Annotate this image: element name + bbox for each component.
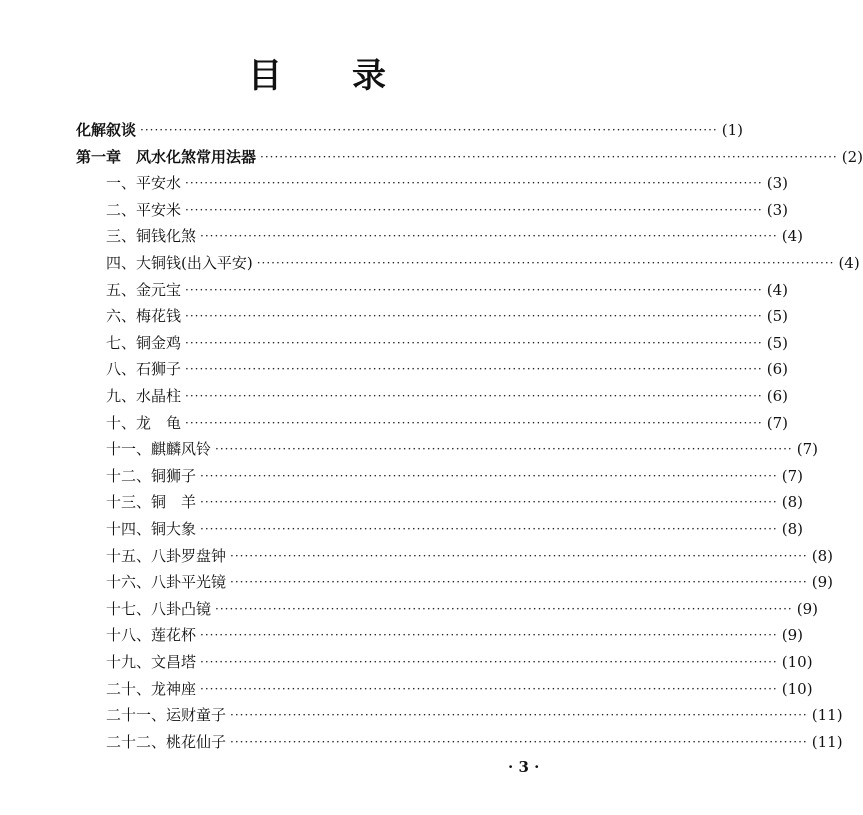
toc-leader-dots: ························································································································ (200, 681, 778, 696)
toc-entry-label: 九、水晶柱 (106, 387, 182, 405)
toc-entry (106, 305, 788, 327)
toc-leader-dots: ························································································································ (200, 522, 778, 536)
toc-entry-page: (5) (766, 333, 788, 352)
toc-entry-page: (4) (838, 254, 860, 272)
toc-entry-page: (2) (841, 147, 863, 166)
toc-entry-label: 十九、文昌塔 (106, 653, 197, 671)
toc-leader-dots: ························································································································ (185, 389, 763, 403)
toc-leader-dots: ························································································································ (230, 548, 808, 563)
toc-leader-dots: ························································································································ (215, 442, 793, 457)
toc-entry-label: 一、平安水 (106, 174, 182, 193)
toc-entry (106, 678, 813, 700)
toc-entry-page: (8) (781, 493, 803, 512)
toc-entry-page: (9) (811, 573, 833, 592)
toc-entry-page: (6) (766, 360, 788, 379)
toc-entry-label: 十、龙 龟 (106, 413, 182, 432)
toc-entry-label: 五、金元宝 (106, 280, 182, 299)
toc-entry (106, 225, 803, 247)
toc-entry (106, 731, 843, 753)
toc-entry (106, 358, 788, 380)
toc-entry-label: 十六、八卦平光镜 (106, 573, 227, 592)
toc-entry-label: 二十、龙神座 (106, 679, 197, 698)
toc-leader-dots: ························································································································ (185, 415, 763, 430)
title-char-2: 录 (352, 56, 386, 96)
toc-leader-dots: ························································································································ (200, 229, 778, 244)
toc-leader-dots: ························································································································ (185, 202, 763, 217)
toc-entry (106, 624, 803, 646)
toc-leader-dots: ························································································································ (185, 309, 763, 324)
toc-entry (106, 571, 833, 593)
toc-entry-label: 六、梅花钱 (106, 307, 182, 326)
toc-entry (106, 412, 788, 434)
toc-entry-page: (4) (781, 227, 803, 246)
title-char-1: 目 (248, 56, 282, 96)
toc-entry (106, 172, 788, 194)
toc-entry-label: 十七、八卦凸镜 (106, 599, 212, 618)
toc-entry-label: 第一章 风水化煞常用法器 (76, 147, 257, 166)
toc-entry-label: 化解叙谈 (76, 121, 137, 139)
toc-entry (106, 279, 788, 301)
toc-entry (106, 704, 843, 726)
toc-entry-page: (6) (766, 387, 788, 405)
toc-entry (106, 598, 818, 620)
toc-leader-dots: ························································································································ (256, 256, 835, 270)
toc-entry-page: (8) (781, 520, 803, 538)
toc-entry-page: (7) (781, 466, 803, 485)
toc-entry-label: 八、石狮子 (106, 360, 182, 379)
toc-entry-label: 二、平安米 (106, 200, 182, 219)
toc-entry-label: 十五、八卦罗盘钟 (106, 546, 227, 565)
toc-leader-dots: ························································································································ (215, 601, 793, 616)
toc-entry (106, 438, 818, 460)
toc-entry-label: 二十二、桃花仙子 (106, 732, 227, 751)
toc-entry-label: 十四、铜大象 (106, 520, 197, 538)
toc-entry-label: 十二、铜狮子 (106, 466, 197, 485)
toc-entry (106, 199, 788, 221)
toc-leader-dots: ························································································································ (185, 282, 763, 297)
toc-entry-page: (1) (721, 121, 743, 139)
toc-leader-dots: ························································································································ (185, 335, 763, 350)
toc-leader-dots: ························································································································ (200, 495, 778, 510)
toc-entry-page: (7) (796, 440, 818, 459)
toc-entry-page: (10) (781, 653, 813, 671)
toc-entry (106, 545, 833, 567)
toc-entry-label: 十一、麒麟风铃 (106, 440, 212, 459)
toc-entry-page: (3) (766, 200, 788, 219)
toc-entry (106, 332, 788, 354)
toc-entry-page: (9) (781, 626, 803, 645)
toc-entry-page: (11) (811, 706, 843, 725)
toc-entry (76, 146, 863, 168)
toc-leader-dots: ························································································································ (230, 708, 808, 723)
toc-entry (106, 491, 803, 513)
toc-entry-page: (11) (811, 732, 843, 751)
toc-entry (106, 252, 860, 274)
toc-entry (106, 651, 813, 673)
toc-entry (106, 518, 803, 540)
toc-entry-label: 十八、莲花杯 (106, 626, 197, 645)
toc-entry-label: 十三、铜 羊 (106, 493, 197, 512)
toc-entry (106, 385, 788, 407)
toc-entry-page: (9) (796, 599, 818, 618)
toc-entry-page: (5) (766, 307, 788, 326)
toc-leader-dots: ························································································································ (200, 655, 778, 669)
toc-leader-dots: ························································································································ (200, 468, 778, 483)
toc-leader-dots: ························································································································ (200, 628, 778, 643)
toc-entry-page: (10) (781, 679, 813, 698)
toc-entry-label: 三、铜钱化煞 (106, 227, 197, 246)
toc-entry-page: (7) (766, 413, 788, 432)
toc-entry-label: 四、大铜钱(出入平安) (106, 254, 253, 272)
toc-leader-dots: ························································································································ (230, 575, 808, 590)
toc-entry-page: (3) (766, 174, 788, 193)
toc-entry-label: 二十一、运财童子 (106, 706, 227, 725)
toc-leader-dots: ························································································································ (140, 123, 718, 137)
toc-entry-page: (8) (811, 546, 833, 565)
page-title (0, 48, 632, 96)
toc-leader-dots: ························································································································ (260, 149, 838, 164)
toc-entry-label: 七、铜金鸡 (106, 333, 182, 352)
toc-leader-dots: ························································································································ (185, 362, 763, 377)
toc-leader-dots: ························································································································ (185, 176, 763, 191)
toc-entry (106, 465, 803, 487)
toc-entry (76, 119, 743, 141)
toc-entry-page: (4) (766, 280, 788, 299)
page-number: · 3 · (508, 758, 540, 776)
toc-leader-dots: ························································································································ (230, 734, 808, 749)
